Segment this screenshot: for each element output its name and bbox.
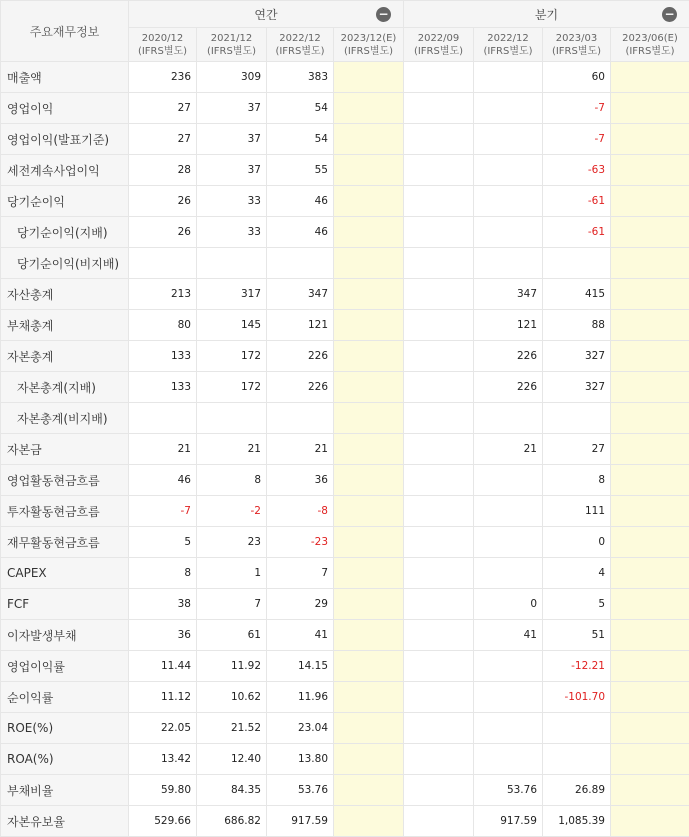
value-cell xyxy=(611,620,689,651)
value-cell: 38 xyxy=(129,589,197,620)
annual-group-header xyxy=(129,1,404,28)
value-cell: 21 xyxy=(129,434,197,465)
basis-label: (IFRS별도) xyxy=(625,45,675,57)
value-cell xyxy=(129,403,197,434)
value-cell xyxy=(611,341,689,372)
row-label[interactable]: 부채비율 xyxy=(1,775,129,806)
value-cell xyxy=(334,558,404,589)
value-cell: 11.12 xyxy=(129,682,197,713)
value-cell xyxy=(611,682,689,713)
table-row xyxy=(1,124,689,155)
value-cell xyxy=(334,775,404,806)
value-cell: 27 xyxy=(543,434,611,465)
value-cell: 36 xyxy=(129,620,197,651)
value-cell: 28 xyxy=(129,155,197,186)
value-cell xyxy=(334,62,404,93)
table-row xyxy=(1,279,689,310)
value-cell xyxy=(404,93,474,124)
value-cell xyxy=(404,527,474,558)
value-cell xyxy=(474,124,543,155)
row-label[interactable]: 자산총계 xyxy=(1,279,129,310)
value-cell: 0 xyxy=(474,589,543,620)
value-cell: 226 xyxy=(474,372,543,403)
value-cell: -7 xyxy=(129,496,197,527)
value-cell xyxy=(611,651,689,682)
value-cell xyxy=(543,744,611,775)
value-cell: 59.80 xyxy=(129,775,197,806)
value-cell xyxy=(404,775,474,806)
value-cell: 8 xyxy=(543,465,611,496)
value-cell xyxy=(611,713,689,744)
value-cell xyxy=(474,651,543,682)
basis-label: (IFRS별도) xyxy=(483,45,533,57)
period-label: 2022/09 xyxy=(417,32,460,44)
value-cell xyxy=(404,465,474,496)
value-cell: -12.21 xyxy=(543,651,611,682)
value-cell: 37 xyxy=(197,124,267,155)
value-cell xyxy=(334,682,404,713)
value-cell: 29 xyxy=(267,589,334,620)
value-cell: 8 xyxy=(129,558,197,589)
value-cell: 213 xyxy=(129,279,197,310)
basis-label: (IFRS별도) xyxy=(413,45,464,57)
value-cell: 5 xyxy=(543,589,611,620)
value-cell: 13.80 xyxy=(267,744,334,775)
value-cell: 23.04 xyxy=(267,713,334,744)
value-cell: 26.89 xyxy=(543,775,611,806)
value-cell xyxy=(611,124,689,155)
period-label: 2023/12(E) xyxy=(340,32,397,44)
value-cell: -2 xyxy=(197,496,267,527)
value-cell xyxy=(611,465,689,496)
value-cell xyxy=(334,341,404,372)
value-cell xyxy=(334,465,404,496)
value-cell: 22.05 xyxy=(129,713,197,744)
quarter-group-label: 분기 xyxy=(534,7,559,22)
value-cell xyxy=(334,186,404,217)
value-cell xyxy=(474,186,543,217)
basis-label: (IFRS별도) xyxy=(343,45,394,57)
value-cell: 54 xyxy=(267,93,334,124)
value-cell xyxy=(334,620,404,651)
table-row xyxy=(1,434,689,465)
value-cell xyxy=(611,248,689,279)
value-cell xyxy=(611,589,689,620)
value-cell xyxy=(404,372,474,403)
value-cell: 61 xyxy=(197,620,267,651)
value-cell xyxy=(334,155,404,186)
value-cell xyxy=(404,186,474,217)
value-cell xyxy=(611,155,689,186)
value-cell xyxy=(404,589,474,620)
corner-label: 주요재무정보 xyxy=(1,1,129,62)
table-row xyxy=(1,186,689,217)
value-cell xyxy=(611,527,689,558)
value-cell: 37 xyxy=(197,155,267,186)
value-cell: 327 xyxy=(543,341,611,372)
value-cell: 1,085.39 xyxy=(543,806,611,837)
row-label[interactable]: 자본총계(비지배) xyxy=(1,403,129,434)
period-header xyxy=(543,28,611,62)
value-cell: 11.92 xyxy=(197,651,267,682)
value-cell: 54 xyxy=(267,124,334,155)
value-cell xyxy=(474,682,543,713)
value-cell: 21.52 xyxy=(197,713,267,744)
quarter-group-header xyxy=(404,1,689,28)
value-cell xyxy=(334,403,404,434)
row-label[interactable]: 영업이익 xyxy=(1,93,129,124)
row-label[interactable]: 이자발생부채 xyxy=(1,620,129,651)
value-cell xyxy=(543,403,611,434)
value-cell xyxy=(404,155,474,186)
value-cell xyxy=(611,744,689,775)
value-cell xyxy=(474,496,543,527)
value-cell xyxy=(267,248,334,279)
value-cell: 236 xyxy=(129,62,197,93)
value-cell: 309 xyxy=(197,62,267,93)
value-cell: 317 xyxy=(197,279,267,310)
value-cell: -7 xyxy=(543,93,611,124)
row-label[interactable]: 영업활동현금흐름 xyxy=(1,465,129,496)
value-cell: 46 xyxy=(129,465,197,496)
value-cell xyxy=(404,248,474,279)
row-label[interactable]: 매출액 xyxy=(1,62,129,93)
value-cell xyxy=(404,713,474,744)
value-cell xyxy=(129,248,197,279)
table-row xyxy=(1,341,689,372)
table-row xyxy=(1,651,689,682)
value-cell xyxy=(404,744,474,775)
row-label[interactable]: 당기순이익 xyxy=(1,186,129,217)
table-row xyxy=(1,62,689,93)
value-cell xyxy=(611,434,689,465)
value-cell: 327 xyxy=(543,372,611,403)
value-cell: 172 xyxy=(197,372,267,403)
value-cell xyxy=(404,651,474,682)
period-label: 2020/12 xyxy=(141,32,184,44)
value-cell: 21 xyxy=(267,434,334,465)
value-cell xyxy=(404,682,474,713)
value-cell xyxy=(334,713,404,744)
value-cell: 121 xyxy=(474,310,543,341)
value-cell: 37 xyxy=(197,93,267,124)
value-cell: 11.44 xyxy=(129,651,197,682)
row-label[interactable]: 자본총계 xyxy=(1,341,129,372)
period-label: 2021/12 xyxy=(210,32,253,44)
value-cell: -61 xyxy=(543,217,611,248)
value-cell xyxy=(611,186,689,217)
row-label[interactable]: 자본총계(지배) xyxy=(1,372,129,403)
value-cell xyxy=(334,124,404,155)
value-cell xyxy=(611,93,689,124)
value-cell: 60 xyxy=(543,62,611,93)
value-cell xyxy=(474,93,543,124)
value-cell: 53.76 xyxy=(267,775,334,806)
period-label: 2022/12 xyxy=(487,32,529,44)
table-row xyxy=(1,744,689,775)
period-header xyxy=(197,28,267,62)
value-cell: 7 xyxy=(267,558,334,589)
row-label[interactable]: 당기순이익(지배) xyxy=(1,217,129,248)
value-cell xyxy=(611,558,689,589)
row-label[interactable]: 순이익률 xyxy=(1,682,129,713)
period-header xyxy=(611,28,689,62)
value-cell: 26 xyxy=(129,186,197,217)
row-label[interactable]: 투자활동현금흐름 xyxy=(1,496,129,527)
value-cell: 41 xyxy=(267,620,334,651)
value-cell: 46 xyxy=(267,186,334,217)
basis-label: (IFRS별도) xyxy=(551,45,602,57)
table-row xyxy=(1,682,689,713)
value-cell: 23 xyxy=(197,527,267,558)
value-cell: 53.76 xyxy=(474,775,543,806)
value-cell: 55 xyxy=(267,155,334,186)
value-cell: 1 xyxy=(197,558,267,589)
value-cell: 917.59 xyxy=(474,806,543,837)
row-label[interactable]: 세전계속사업이익 xyxy=(1,155,129,186)
value-cell: 51 xyxy=(543,620,611,651)
value-cell: 4 xyxy=(543,558,611,589)
value-cell xyxy=(611,403,689,434)
period-header xyxy=(474,28,543,62)
period-label: 2023/06(E) xyxy=(622,32,678,44)
value-cell: 347 xyxy=(267,279,334,310)
row-label[interactable]: 자본금 xyxy=(1,434,129,465)
value-cell: -63 xyxy=(543,155,611,186)
value-cell xyxy=(543,248,611,279)
value-cell xyxy=(267,403,334,434)
value-cell xyxy=(334,527,404,558)
value-cell: 11.96 xyxy=(267,682,334,713)
value-cell: 7 xyxy=(197,589,267,620)
table-row xyxy=(1,403,689,434)
table-row xyxy=(1,775,689,806)
table-row xyxy=(1,496,689,527)
value-cell xyxy=(404,434,474,465)
value-cell xyxy=(334,279,404,310)
value-cell: 917.59 xyxy=(267,806,334,837)
value-cell xyxy=(474,155,543,186)
collapse-quarter-icon[interactable]: − xyxy=(662,7,677,22)
value-cell: 226 xyxy=(267,372,334,403)
value-cell: -7 xyxy=(543,124,611,155)
value-cell xyxy=(474,217,543,248)
value-cell: 12.40 xyxy=(197,744,267,775)
row-label[interactable]: ROE(%) xyxy=(1,713,129,744)
value-cell xyxy=(404,620,474,651)
value-cell xyxy=(611,279,689,310)
value-cell: -101.70 xyxy=(543,682,611,713)
value-cell xyxy=(404,310,474,341)
row-label[interactable]: 재무활동현금흐름 xyxy=(1,527,129,558)
value-cell xyxy=(334,372,404,403)
period-label: 2023/03 xyxy=(555,32,598,44)
value-cell: -23 xyxy=(267,527,334,558)
value-cell xyxy=(474,527,543,558)
value-cell: 415 xyxy=(543,279,611,310)
basis-label: (IFRS별도) xyxy=(137,45,188,57)
value-cell: 0 xyxy=(543,527,611,558)
value-cell xyxy=(474,744,543,775)
value-cell xyxy=(197,403,267,434)
period-header xyxy=(129,28,197,62)
value-cell: 226 xyxy=(267,341,334,372)
value-cell: 383 xyxy=(267,62,334,93)
period-header xyxy=(267,28,334,62)
value-cell xyxy=(611,62,689,93)
row-label[interactable]: 부채총계 xyxy=(1,310,129,341)
period-header xyxy=(334,28,404,62)
collapse-annual-icon[interactable]: − xyxy=(376,7,391,22)
value-cell xyxy=(334,93,404,124)
value-cell: 226 xyxy=(474,341,543,372)
value-cell xyxy=(611,372,689,403)
value-cell: 33 xyxy=(197,186,267,217)
value-cell: 21 xyxy=(197,434,267,465)
value-cell xyxy=(543,713,611,744)
table-row xyxy=(1,217,689,248)
table-row xyxy=(1,589,689,620)
value-cell: 14.15 xyxy=(267,651,334,682)
value-cell: 8 xyxy=(197,465,267,496)
value-cell xyxy=(474,403,543,434)
row-label[interactable]: ROA(%) xyxy=(1,744,129,775)
value-cell xyxy=(611,775,689,806)
table-row xyxy=(1,310,689,341)
value-cell xyxy=(611,496,689,527)
value-cell xyxy=(474,248,543,279)
value-cell xyxy=(474,713,543,744)
value-cell: -8 xyxy=(267,496,334,527)
value-cell: 26 xyxy=(129,217,197,248)
value-cell xyxy=(334,217,404,248)
value-cell xyxy=(404,279,474,310)
value-cell: 145 xyxy=(197,310,267,341)
value-cell xyxy=(404,341,474,372)
value-cell: 529.66 xyxy=(129,806,197,837)
value-cell: 111 xyxy=(543,496,611,527)
value-cell xyxy=(474,465,543,496)
value-cell: 172 xyxy=(197,341,267,372)
value-cell: 46 xyxy=(267,217,334,248)
value-cell xyxy=(197,248,267,279)
row-label[interactable]: 영업이익률 xyxy=(1,651,129,682)
value-cell: 686.82 xyxy=(197,806,267,837)
value-cell xyxy=(404,806,474,837)
value-cell: 10.62 xyxy=(197,682,267,713)
value-cell xyxy=(334,744,404,775)
value-cell: 27 xyxy=(129,93,197,124)
value-cell: 80 xyxy=(129,310,197,341)
value-cell: 133 xyxy=(129,341,197,372)
row-label[interactable]: 영업이익(발표기준) xyxy=(1,124,129,155)
value-cell: 121 xyxy=(267,310,334,341)
value-cell: 88 xyxy=(543,310,611,341)
value-cell xyxy=(334,310,404,341)
row-label[interactable]: CAPEX xyxy=(1,558,129,589)
value-cell xyxy=(611,310,689,341)
value-cell xyxy=(474,558,543,589)
value-cell xyxy=(334,806,404,837)
basis-label: (IFRS별도) xyxy=(275,45,325,57)
table-row xyxy=(1,713,689,744)
table-row xyxy=(1,248,689,279)
value-cell xyxy=(334,589,404,620)
value-cell xyxy=(404,62,474,93)
row-label[interactable]: 당기순이익(비지배) xyxy=(1,248,129,279)
table-row xyxy=(1,155,689,186)
value-cell xyxy=(404,496,474,527)
basis-label: (IFRS별도) xyxy=(206,45,257,57)
value-cell xyxy=(334,434,404,465)
value-cell xyxy=(334,496,404,527)
value-cell: 33 xyxy=(197,217,267,248)
value-cell xyxy=(611,806,689,837)
value-cell xyxy=(404,403,474,434)
table-body xyxy=(1,62,689,837)
table-row xyxy=(1,527,689,558)
value-cell: 13.42 xyxy=(129,744,197,775)
value-cell xyxy=(334,651,404,682)
period-header xyxy=(404,28,474,62)
value-cell: 41 xyxy=(474,620,543,651)
table-row xyxy=(1,806,689,837)
value-cell xyxy=(404,558,474,589)
value-cell xyxy=(474,62,543,93)
value-cell xyxy=(404,124,474,155)
period-label: 2022/12 xyxy=(279,32,321,44)
table-row xyxy=(1,93,689,124)
table-row xyxy=(1,558,689,589)
table-row xyxy=(1,465,689,496)
value-cell xyxy=(334,248,404,279)
row-label[interactable]: 자본유보율 xyxy=(1,806,129,837)
row-label[interactable]: FCF xyxy=(1,589,129,620)
annual-group-label: 연간 xyxy=(254,7,278,22)
value-cell: 84.35 xyxy=(197,775,267,806)
value-cell: -61 xyxy=(543,186,611,217)
table-row xyxy=(1,372,689,403)
value-cell: 347 xyxy=(474,279,543,310)
value-cell: 21 xyxy=(474,434,543,465)
value-cell: 36 xyxy=(267,465,334,496)
table-row xyxy=(1,620,689,651)
value-cell: 27 xyxy=(129,124,197,155)
value-cell: 5 xyxy=(129,527,197,558)
value-cell xyxy=(611,217,689,248)
value-cell xyxy=(404,217,474,248)
value-cell: 133 xyxy=(129,372,197,403)
